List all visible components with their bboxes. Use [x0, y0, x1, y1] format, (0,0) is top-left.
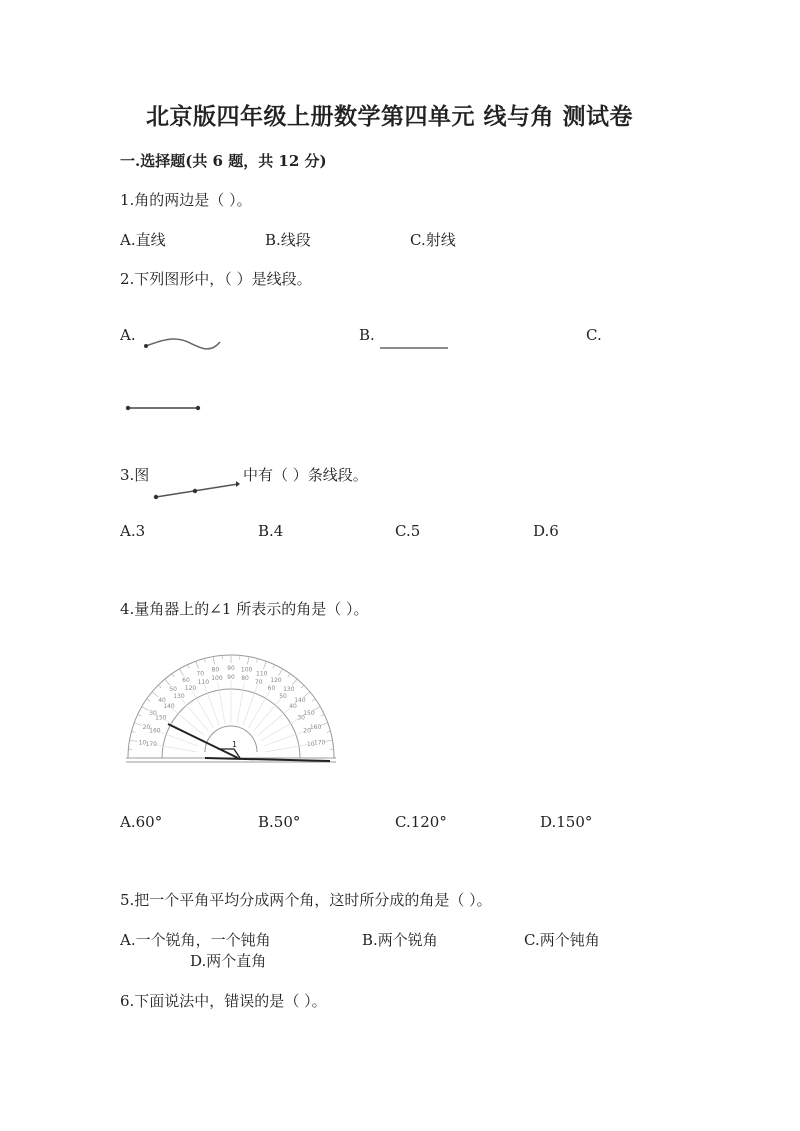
line-segment-figure: [124, 403, 204, 413]
question-2: 2.下列图形中，（ ）是线段。: [120, 270, 312, 288]
question-3-prefix: 3.图: [120, 466, 150, 484]
protractor-tick: [130, 740, 138, 741]
protractor-tick: [147, 699, 150, 701]
protractor-guide: [261, 719, 298, 741]
protractor-outer-label: 130: [283, 686, 295, 694]
curved-line-figure: [140, 334, 225, 356]
protractor-inner-label: 60: [267, 684, 276, 692]
protractor-inner-label: 100: [211, 675, 223, 683]
q4-option-d[interactable]: D.150°: [540, 813, 593, 831]
question-6: 6.下面说法中，错误的是（ ）。: [120, 992, 327, 1010]
protractor-inner-label: 90: [227, 674, 235, 681]
protractor-tick: [301, 685, 304, 688]
protractor-tick: [158, 685, 161, 688]
protractor-figure: [120, 650, 340, 770]
q3-option-d[interactable]: D.6: [533, 522, 559, 540]
protractor-guide: [171, 708, 204, 736]
protractor-tick: [142, 707, 149, 711]
protractor-outer-label: 20: [142, 724, 151, 732]
protractor-tick: [204, 659, 205, 663]
protractor-tick: [172, 674, 174, 677]
protractor-outer-label: 80: [211, 666, 220, 674]
protractor-tick: [325, 740, 333, 741]
protractor-outer-label: 100: [240, 666, 253, 674]
straight-line-figure: [378, 344, 450, 352]
q2-option-c[interactable]: C.: [586, 326, 602, 344]
protractor-outer-label: 140: [294, 697, 306, 705]
protractor-outer-label: 70: [196, 670, 205, 678]
protractor-tick: [187, 665, 189, 669]
protractor-guide: [192, 690, 214, 727]
protractor-inner-label: 40: [289, 702, 297, 710]
protractor-outer-label: 30: [149, 710, 157, 717]
question-4: 4.量角器上的∠1 所表示的角是（ ）。: [120, 600, 369, 618]
protractor-outer-label: 10: [138, 739, 147, 747]
protractor-guide: [154, 744, 196, 751]
protractor-guide: [237, 681, 244, 723]
q1-option-b[interactable]: B.线段: [265, 231, 311, 249]
protractor-guide: [258, 708, 291, 736]
protractor-inner-label: 120: [184, 684, 197, 692]
protractor-inner-label: 20: [303, 727, 311, 735]
protractor-inner-label: 150: [155, 714, 167, 722]
protractor-tick: [134, 723, 142, 726]
q4-option-b[interactable]: B.50°: [258, 813, 301, 831]
protractor-tick: [213, 657, 214, 665]
q3-option-c[interactable]: C.5: [395, 522, 421, 540]
protractor-outer-label: 170: [313, 739, 326, 747]
protractor-outer-label: 120: [270, 677, 282, 685]
protractor-inner-label: 170: [145, 740, 157, 748]
protractor-tick: [292, 679, 297, 685]
protractor-inner-label: 110: [197, 678, 210, 686]
q5-option-d[interactable]: D.两个直角: [190, 952, 267, 970]
protractor-tick: [138, 714, 142, 716]
protractor-inner-label: 80: [241, 675, 249, 683]
protractor-inner-label: 50: [279, 692, 287, 700]
protractor-tick: [165, 679, 170, 685]
protractor-tick: [273, 665, 275, 669]
protractor-guide: [217, 681, 224, 723]
protractor-guide: [253, 698, 281, 731]
q2-option-a[interactable]: A.: [120, 326, 136, 344]
protractor-tick: [132, 731, 136, 732]
protractor-outer-label: 60: [182, 677, 190, 685]
protractor-tick: [320, 723, 328, 726]
q1-option-c[interactable]: C.射线: [410, 231, 456, 249]
q5-option-b[interactable]: B.两个锐角: [362, 931, 438, 949]
protractor-guide: [249, 690, 271, 727]
q5-option-c[interactable]: C.两个钝角: [524, 931, 600, 949]
protractor-inner-label: 10: [306, 740, 315, 748]
protractor-outer-label: 40: [158, 697, 166, 705]
protractor-outer-label: 160: [309, 724, 322, 732]
protractor-tick: [288, 674, 290, 677]
protractor-tick: [263, 661, 266, 669]
protractor-tick: [327, 731, 331, 732]
protractor-tick: [247, 657, 248, 665]
q3-option-a[interactable]: A.3: [120, 522, 146, 540]
protractor-outer-label: 150: [303, 710, 315, 717]
segments-figure: [150, 480, 245, 502]
protractor-inner-label: 70: [254, 678, 263, 686]
protractor-inner-label: 130: [173, 692, 185, 700]
protractor-tick: [312, 699, 315, 701]
protractor-outer-label: 110: [256, 670, 268, 678]
protractor-inner-label: 30: [297, 714, 305, 722]
q4-option-c[interactable]: C.120°: [395, 813, 447, 831]
protractor-tick: [196, 661, 199, 669]
question-3-suffix: 中有（ ）条线段。: [243, 466, 368, 484]
q1-option-a[interactable]: A.直线: [120, 231, 166, 249]
q5-option-a[interactable]: A.一个锐角，一个钝角: [120, 931, 271, 949]
protractor-tick: [257, 659, 258, 663]
q3-option-b[interactable]: B.4: [258, 522, 284, 540]
protractor-guide: [181, 698, 209, 731]
protractor-guide: [265, 744, 307, 751]
angle-label: 1: [232, 740, 238, 749]
question-1: 1.角的两边是（ ）。: [120, 191, 252, 209]
protractor-tick: [321, 714, 325, 716]
protractor-outer-label: 50: [169, 686, 177, 694]
protractor-tick: [279, 669, 283, 676]
page-title: 北京版四年级上册数学第四单元 线与角 测试卷: [146, 103, 634, 130]
protractor-inner-label: 140: [163, 702, 175, 710]
section-header: 一.选择题(共 6 题，共 12 分): [120, 152, 327, 170]
question-5: 5.把一个平角平均分成两个角，这时所分成的角是（ ）。: [120, 891, 492, 909]
protractor-tick: [180, 669, 184, 676]
q4-option-a[interactable]: A.60°: [120, 813, 163, 831]
q2-option-b[interactable]: B.: [359, 326, 375, 344]
protractor-inner-label: 160: [149, 727, 161, 735]
protractor-outer-label: 90: [227, 665, 235, 672]
